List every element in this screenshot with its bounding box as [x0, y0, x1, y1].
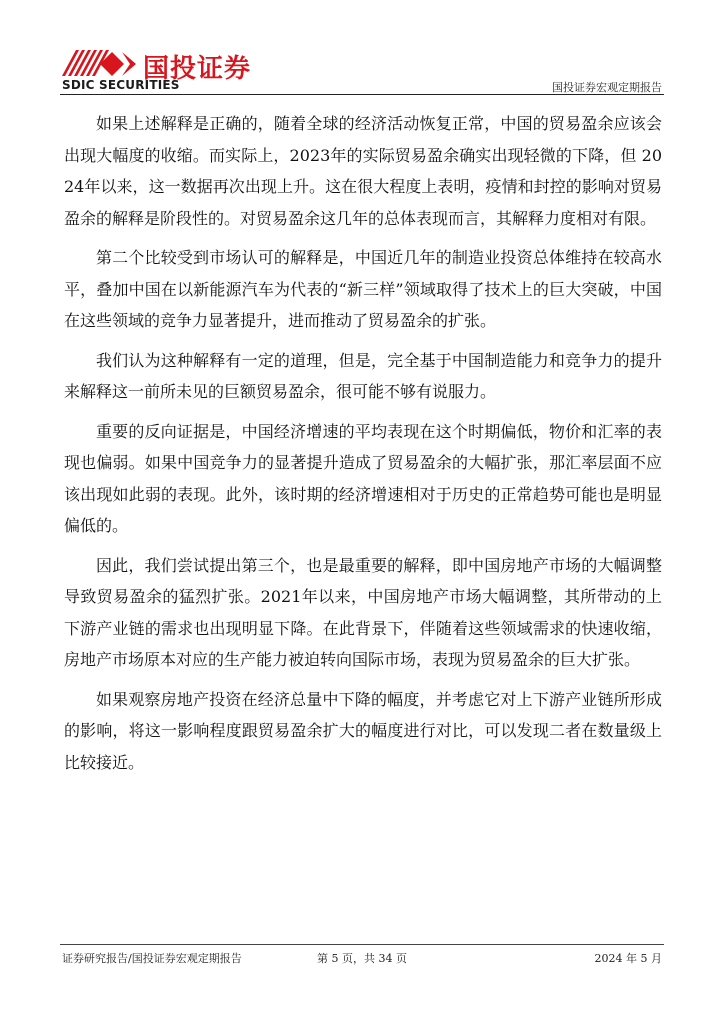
footer-divider	[60, 944, 664, 945]
page-header	[60, 46, 664, 96]
logo-english-name: SDIC SECURITIES	[62, 78, 180, 92]
footer-report-label: 证券研究报告/国投证券宏观定期报告	[62, 952, 242, 965]
paragraph-6: 如果观察房地产投资在经济总量中下降的幅度，并考虑它对上下游产业链所形成的影响，将这一影响程度跟贸易盈余扩大的幅度进行对比，可以发现二者在数量级上比较接近。	[64, 689, 662, 772]
report-date: 2024 年 5 月	[594, 952, 662, 965]
header-divider	[60, 94, 664, 95]
paragraph-4: 重要的反向证据是，中国经济增速的平均表现在这个时期偏低，物价和汇率的表现也偏弱。如果中国竞争力的显著提升造成了贸易盈余的大幅扩张，那汇率层面不应该出现如此弱的表现。此外，该时期的经济增速相对于历史的正常趋势可能也是明显偏低的。	[64, 421, 662, 535]
paragraph-3: 我们认为这种解释有一定的道理，但是，完全基于中国制造能力和竞争力的提升来解释这一前所未见的巨额贸易盈余，很可能不够有说服力。	[64, 350, 662, 401]
paragraph-5: 因此，我们尝试提出第三个，也是最重要的解释，即中国房地产市场的大幅调整导致贸易盈余的猛烈扩张。2021年以来，中国房地产市场大幅调整，其所带动的上下游产业链的需求也出现明显下降。在此背景下，伴随着这些领域需求的快速收缩，房地产市场原本对应的生产能力被迫转向国际市场，表现为贸易盈余的巨大扩张。	[64, 555, 662, 669]
page-number: 第 5 页，共 34 页	[317, 952, 407, 965]
report-type-label: 国投证券宏观定期报告	[552, 81, 662, 94]
paragraph-1: 如果上述解释是正确的，随着全球的经济活动恢复正常，中国的贸易盈余应该会出现大幅度的收缩。而实际上，2023年的实际贸易盈余确实出现轻微的下降，但 2024年以来，这一数据再次出现上升。这在很大程度上表明，疫情和封控的影响对贸易盈余的解释是阶段性的。对贸易盈余这几年的总体表现而言，其解释力度相对有限。	[64, 114, 662, 228]
body-text	[64, 108, 662, 786]
logo-chinese-name: 国投证券	[143, 54, 252, 84]
paragraph-2: 第二个比较受到市场认可的解释是，中国近几年的制造业投资总体维持在较高水平，叠加中国在以新能源汽车为代表的“新三样”领域取得了技术上的巨大突破，中国在这些领域的竞争力显著提升，进而推动了贸易盈余的扩张。	[64, 248, 662, 330]
